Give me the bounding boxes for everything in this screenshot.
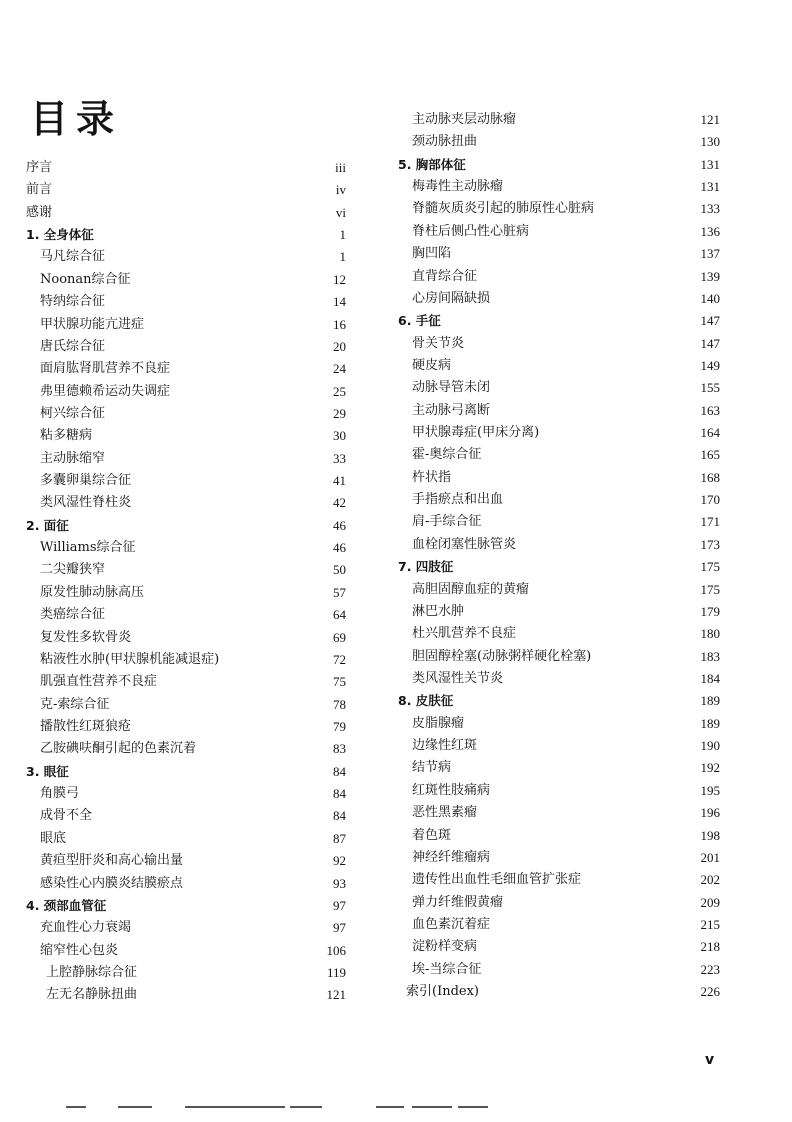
page-title: 目录 xyxy=(30,97,123,141)
toc-entry-row xyxy=(26,716,346,738)
toc-page-number: 78 xyxy=(333,696,346,712)
toc-entry-row xyxy=(26,940,346,962)
toc-entry-title: 结节病 xyxy=(412,760,452,776)
toc-chapter-row xyxy=(26,515,346,537)
toc-entry-row xyxy=(26,783,346,805)
toc-entry-row xyxy=(398,713,720,735)
page-folio: v xyxy=(705,1052,715,1068)
toc-entry-title: 克-索综合征 xyxy=(40,696,110,712)
toc-chapter-title: 2. 面征 xyxy=(26,517,69,533)
toc-page-number: 215 xyxy=(700,916,720,932)
toc-entry-row xyxy=(26,537,346,559)
toc-entry-title: Williams综合征 xyxy=(40,540,136,556)
toc-entry-title: 胸凹陷 xyxy=(412,246,452,262)
toc-entry-title: 特纳综合征 xyxy=(40,294,106,310)
toc-entry-row xyxy=(398,377,720,399)
toc-entry-title: 淀粉样变病 xyxy=(412,939,478,955)
toc-entry-title: 皮脂腺瘤 xyxy=(412,715,465,731)
toc-entry-row xyxy=(398,400,720,422)
toc-page-number: 64 xyxy=(333,607,346,623)
toc-entry-title: 充血性心力衰竭 xyxy=(40,920,132,936)
toc-entry-title: 复发性多软骨炎 xyxy=(40,629,132,645)
toc-entry-title: 淋巴水肿 xyxy=(412,603,465,619)
toc-page-number: 119 xyxy=(326,964,346,980)
toc-page-number: 84 xyxy=(333,808,346,824)
scan-artifact-rule xyxy=(66,1106,86,1108)
toc-entry-row xyxy=(398,936,720,958)
toc-entry-row xyxy=(26,425,346,447)
toc-entry-row xyxy=(26,448,346,470)
toc-page-number: 179 xyxy=(700,603,720,619)
toc-entry-row xyxy=(398,668,720,690)
toc-chapter-row xyxy=(398,310,720,332)
scan-artifact-rule xyxy=(118,1106,152,1108)
toc-entry-title: 硬皮病 xyxy=(412,357,452,373)
toc-page-number: 41 xyxy=(333,473,346,489)
toc-entry-row xyxy=(26,291,346,313)
toc-chapter-title: 8. 皮肤征 xyxy=(398,693,454,709)
toc-chapter-row xyxy=(26,761,346,783)
toc-entry-title: 二尖瓣狭窄 xyxy=(40,562,106,578)
toc-page-number: 196 xyxy=(700,805,720,821)
toc-entry-title: 甲状腺功能亢进症 xyxy=(40,316,145,332)
toc-page-number: 29 xyxy=(333,405,346,421)
toc-entry-row xyxy=(26,358,346,380)
toc-page-number: 180 xyxy=(700,626,720,642)
toc-entry-title: 类癌综合征 xyxy=(40,607,106,623)
toc-entry-row xyxy=(398,131,720,153)
toc-page-number: 97 xyxy=(333,920,346,936)
toc-page-number: 84 xyxy=(333,763,346,779)
toc-page-number: 175 xyxy=(700,581,720,597)
toc-entry-row xyxy=(398,825,720,847)
toc-entry-row xyxy=(26,828,346,850)
toc-page-number: 173 xyxy=(700,536,720,552)
toc-entry-title: 成骨不全 xyxy=(40,808,93,824)
toc-page-number: 1 xyxy=(339,249,346,265)
toc-page-number: 155 xyxy=(700,380,720,396)
toc-page-number: 189 xyxy=(700,693,720,709)
toc-page-number: 25 xyxy=(333,383,346,399)
toc-page-number: 20 xyxy=(333,338,346,354)
toc-entry-title: 霍-奥综合征 xyxy=(412,447,482,463)
toc-page-number: 136 xyxy=(700,223,720,239)
toc-page-number: 42 xyxy=(333,495,346,511)
toc-page-number: iii xyxy=(335,160,346,175)
toc-page-number: 226 xyxy=(700,984,720,1000)
toc-entry-row xyxy=(26,649,346,671)
toc-page-number: 147 xyxy=(700,335,720,351)
toc-entry-title: 上腔静脉综合征 xyxy=(46,964,138,980)
toc-entry-row xyxy=(26,671,346,693)
toc-entry-title: 类风湿性脊柱炎 xyxy=(40,495,132,511)
toc-entry-row xyxy=(398,288,720,310)
toc-entry-title: 着色斑 xyxy=(412,827,452,843)
toc-entry-title: 马凡综合征 xyxy=(40,249,106,265)
toc-entry-title: 角膜弓 xyxy=(40,786,80,802)
toc-entry-row xyxy=(26,738,346,760)
toc-page-number: 168 xyxy=(700,469,720,485)
toc-page-number: vi xyxy=(335,204,346,220)
toc-entry-row xyxy=(26,157,346,179)
toc-entry-title: 左无名静脉扭曲 xyxy=(46,987,138,1003)
scan-artifact-rule xyxy=(376,1106,404,1108)
toc-entry-row xyxy=(398,869,720,891)
toc-entry-title: 红斑性肢痛病 xyxy=(412,782,491,798)
toc-page-number: 93 xyxy=(333,875,346,891)
toc-page-number: 223 xyxy=(700,961,720,977)
toc-entry-title: 弹力纤维假黄瘤 xyxy=(412,894,504,910)
toc-entry-row xyxy=(398,735,720,757)
toc-entry-title: 肌强直性营养不良症 xyxy=(40,674,158,690)
toc-entry-title: 粘液性水肿(甲状腺机能减退症) xyxy=(40,651,220,667)
toc-entry-row xyxy=(26,627,346,649)
toc-page-number: 133 xyxy=(700,201,720,217)
toc-entry-title: 柯兴综合征 xyxy=(40,405,106,421)
toc-entry-row xyxy=(398,198,720,220)
toc-page-number: 121 xyxy=(326,987,346,1003)
toc-entry-title: 脊髓灰质炎引起的肺原性心脏病 xyxy=(412,201,595,217)
toc-entry-title: 弗里德赖希运动失调症 xyxy=(40,383,171,399)
toc-page-number: 149 xyxy=(700,357,720,373)
toc-entry-title: 心房间隔缺损 xyxy=(412,290,491,306)
toc-entry-title: 血栓闭塞性脉管炎 xyxy=(412,536,517,552)
toc-page-number: 175 xyxy=(700,559,720,575)
toc-entry-row xyxy=(26,179,346,201)
toc-page-number: 164 xyxy=(700,425,720,441)
toc-page-number: 190 xyxy=(700,738,720,754)
toc-page-number: 14 xyxy=(333,294,346,310)
toc-entry-title: 序言 xyxy=(26,160,53,175)
toc-entry-title: 颈动脉扭曲 xyxy=(412,134,478,150)
toc-entry-title: 多囊卵巢综合征 xyxy=(40,473,132,489)
toc-entry-title: 直背综合征 xyxy=(412,268,478,284)
toc-entry-row xyxy=(26,246,346,268)
toc-entry-title: 脊柱后侧凸性心脏病 xyxy=(412,223,530,239)
toc-entry-row xyxy=(398,221,720,243)
toc-entry-row xyxy=(398,623,720,645)
toc-page-number: 163 xyxy=(700,402,720,418)
toc-entry-row xyxy=(398,266,720,288)
toc-entry-row xyxy=(398,802,720,824)
toc-page-number: 121 xyxy=(700,112,720,127)
toc-entry-title: 粘多糖病 xyxy=(40,428,93,444)
toc-entry-row xyxy=(398,601,720,623)
toc-page-number: 46 xyxy=(333,540,346,556)
toc-entry-title: 杜兴肌营养不良症 xyxy=(412,626,517,642)
toc-entry-row xyxy=(26,314,346,336)
toc-entry-row xyxy=(26,269,346,291)
toc-entry-row xyxy=(398,892,720,914)
toc-page-number: 131 xyxy=(700,156,720,172)
toc-chapter-row xyxy=(398,556,720,578)
toc-entry-row xyxy=(398,422,720,444)
toc-entry-row xyxy=(398,109,720,131)
toc-page-number: 97 xyxy=(333,897,346,913)
toc-entry-row xyxy=(26,559,346,581)
toc-entry-title: 胆固醇栓塞(动脉粥样硬化栓塞) xyxy=(412,648,592,664)
toc-entry-row xyxy=(398,646,720,668)
toc-entry-row xyxy=(26,604,346,626)
toc-page-number: 184 xyxy=(700,670,720,686)
toc-entry-row xyxy=(26,694,346,716)
toc-entry-title: 感染性心内膜炎结膜瘀点 xyxy=(40,875,184,891)
toc-entry-title: 甲状腺毒症(甲床分离) xyxy=(412,425,540,441)
toc-page-number: 171 xyxy=(700,514,720,530)
toc-entry-row xyxy=(26,403,346,425)
toc-entry-row xyxy=(398,243,720,265)
toc-page-number: 84 xyxy=(333,786,346,802)
toc-entry-title: 感谢 xyxy=(26,204,53,220)
toc-page-number: iv xyxy=(335,182,346,198)
toc-page-number: 139 xyxy=(700,268,720,284)
toc-entry-title: 唐氏综合征 xyxy=(40,338,106,354)
toc-entry-title: 播散性红斑狼疮 xyxy=(40,718,132,734)
toc-entry-row xyxy=(398,780,720,802)
toc-left-column xyxy=(26,157,346,1007)
toc-page-number: 69 xyxy=(333,629,346,645)
toc-page-number: 140 xyxy=(700,290,720,306)
toc-page-number: 75 xyxy=(333,674,346,690)
toc-entry-row xyxy=(398,757,720,779)
toc-page-number: 72 xyxy=(333,651,346,667)
toc-page-number: 16 xyxy=(333,316,346,332)
toc-chapter-row xyxy=(398,154,720,176)
toc-page-number: 50 xyxy=(333,562,346,578)
toc-page-number: 131 xyxy=(700,179,720,195)
toc-entry-title: 面肩肱肾肌营养不良症 xyxy=(40,361,171,377)
toc-page-number: 87 xyxy=(333,830,346,846)
toc-page-number: 57 xyxy=(333,584,346,600)
toc-entry-title: 动脉导管未闭 xyxy=(412,380,491,396)
toc-page-number: 198 xyxy=(700,827,720,843)
toc-entry-title: 主动脉夹层动脉瘤 xyxy=(412,112,517,127)
toc-entry-row xyxy=(398,959,720,981)
toc-entry-row xyxy=(398,355,720,377)
toc-page-number: 30 xyxy=(333,428,346,444)
toc-entry-title: 缩窄性心包炎 xyxy=(40,942,119,958)
toc-entry-row xyxy=(26,470,346,492)
toc-chapter-row xyxy=(26,224,346,246)
toc-entry-title: 神经纤维瘤病 xyxy=(412,849,491,865)
toc-right-column xyxy=(398,109,720,1003)
toc-entry-row xyxy=(398,444,720,466)
toc-chapter-title: 4. 颈部血管征 xyxy=(26,897,107,913)
toc-chapter-title: 5. 胸部体征 xyxy=(398,156,466,172)
toc-page-number: 137 xyxy=(700,246,720,262)
toc-entry-title: 骨关节炎 xyxy=(412,335,465,351)
toc-entry-row xyxy=(26,962,346,984)
toc-entry-row xyxy=(26,582,346,604)
toc-page-number: 170 xyxy=(700,492,720,508)
toc-chapter-row xyxy=(398,690,720,712)
toc-page-number: 201 xyxy=(700,849,720,865)
toc-entry-title: 主动脉缩窄 xyxy=(40,450,106,466)
toc-entry-row xyxy=(398,534,720,556)
toc-chapter-title: 7. 四肢征 xyxy=(398,559,454,575)
toc-entry-title: 原发性肺动脉高压 xyxy=(40,584,145,600)
toc-entry-row xyxy=(398,489,720,511)
toc-entry-title: 杵状指 xyxy=(412,469,452,485)
toc-entry-title: 类风湿性关节炎 xyxy=(412,670,504,686)
toc-page-number: 202 xyxy=(700,872,720,888)
toc-entry-title: 遗传性出血性毛细血管扩张症 xyxy=(412,872,582,888)
toc-entry-title: Noonan综合征 xyxy=(40,271,131,287)
toc-entry-title: 黄疸型肝炎和高心输出量 xyxy=(40,853,184,869)
toc-entry-title: 高胆固醇血症的黄瘤 xyxy=(412,581,530,597)
toc-entry-row xyxy=(398,981,720,1003)
toc-page-number: 106 xyxy=(326,942,346,958)
toc-entry-title: 肩-手综合征 xyxy=(412,514,482,530)
toc-entry-title: 恶性黑素瘤 xyxy=(412,805,478,821)
toc-page-number: 183 xyxy=(700,648,720,664)
toc-entry-title: 血色素沉着症 xyxy=(412,916,491,932)
toc-entry-row xyxy=(26,492,346,514)
toc-page-number: 83 xyxy=(333,741,346,757)
toc-chapter-title: 1. 全身体征 xyxy=(26,227,94,243)
toc-page-number: 79 xyxy=(333,718,346,734)
scan-artifact-rule xyxy=(290,1106,322,1108)
toc-page-number: 209 xyxy=(700,894,720,910)
toc-entry-row xyxy=(26,984,346,1006)
toc-entry-row xyxy=(26,202,346,224)
toc-page-number: 189 xyxy=(700,715,720,731)
toc-page-number: 147 xyxy=(700,313,720,329)
toc-entry-title: 边缘性红斑 xyxy=(412,738,478,754)
toc-page-number: 92 xyxy=(333,853,346,869)
toc-chapter-row xyxy=(26,895,346,917)
toc-entry-row xyxy=(398,333,720,355)
toc-page-number: 12 xyxy=(333,271,346,287)
toc-entry-row xyxy=(26,917,346,939)
toc-entry-row xyxy=(398,579,720,601)
toc-chapter-title: 6. 手征 xyxy=(398,313,441,329)
toc-page-number: 33 xyxy=(333,450,346,466)
toc-entry-title: 手指瘀点和出血 xyxy=(412,492,504,508)
toc-page-number: 130 xyxy=(700,134,720,150)
toc-entry-title: 索引(Index) xyxy=(406,984,479,1000)
toc-entry-title: 埃-当综合征 xyxy=(412,961,482,977)
toc-entry-title: 前言 xyxy=(26,182,53,198)
toc-entry-title: 主动脉弓离断 xyxy=(412,402,491,418)
toc-entry-row xyxy=(26,381,346,403)
toc-page-number: 46 xyxy=(333,517,346,533)
toc-entry-row xyxy=(26,805,346,827)
toc-entry-title: 眼底 xyxy=(40,830,67,846)
toc-entry-row xyxy=(398,176,720,198)
toc-entry-row xyxy=(26,850,346,872)
toc-entry-row xyxy=(398,467,720,489)
toc-page-number: 1 xyxy=(339,227,346,243)
toc-page-number: 192 xyxy=(700,760,720,776)
toc-entry-row xyxy=(398,847,720,869)
toc-entry-row xyxy=(398,511,720,533)
toc-chapter-title: 3. 眼征 xyxy=(26,763,69,779)
scan-artifact-rule xyxy=(458,1106,488,1108)
toc-page-number: 195 xyxy=(700,782,720,798)
toc-page-number: 24 xyxy=(333,361,346,377)
toc-entry-row xyxy=(26,873,346,895)
toc-entry-title: 梅毒性主动脉瘤 xyxy=(412,179,504,195)
toc-entry-row xyxy=(398,914,720,936)
scan-artifact-rule xyxy=(185,1106,285,1108)
scan-artifact-rule xyxy=(412,1106,452,1108)
toc-entry-title: 乙胺碘呋酮引起的色素沉着 xyxy=(40,741,197,757)
toc-entry-row xyxy=(26,336,346,358)
toc-page-number: 218 xyxy=(700,939,720,955)
toc-page-number: 165 xyxy=(700,447,720,463)
